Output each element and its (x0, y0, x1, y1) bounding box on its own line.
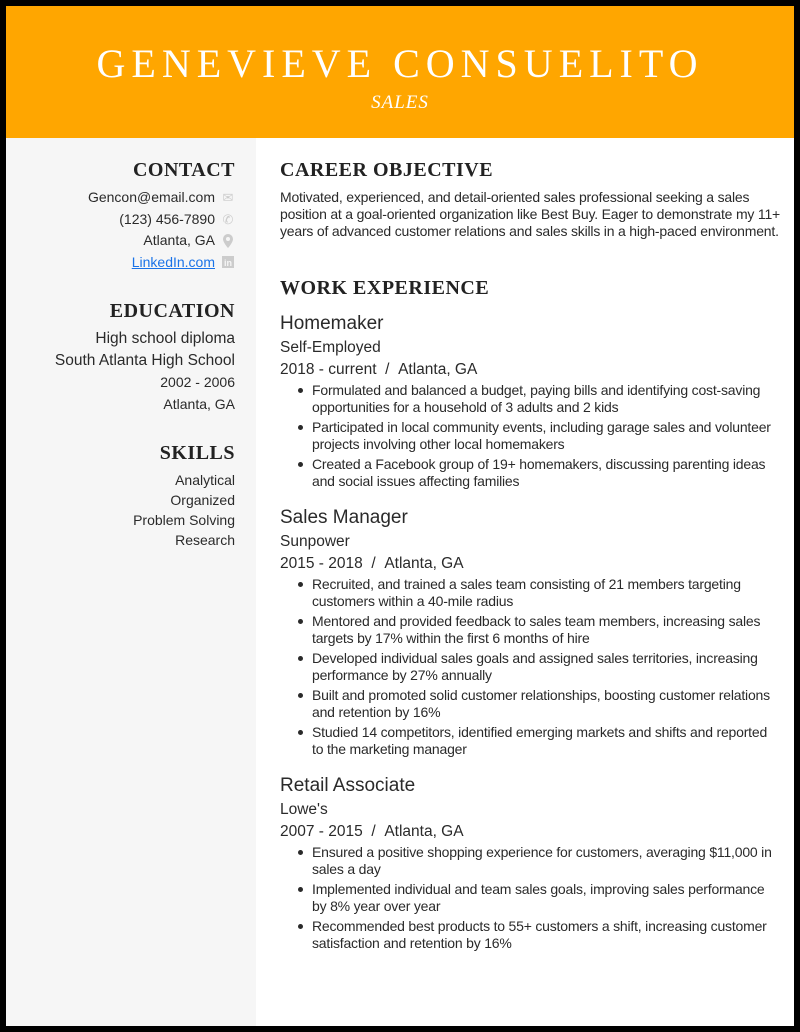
main-column (280, 158, 780, 955)
job-company: Sunpower (280, 533, 350, 550)
linkedin-icon (221, 255, 235, 269)
job-dates-location (280, 554, 780, 573)
education-location: Atlanta, GA (163, 395, 235, 412)
job-entry (280, 774, 780, 952)
job-bullets (280, 576, 780, 758)
job-bullet: Developed individual sales goals and assigned sales territories, increasing performance by 27% annually (280, 650, 780, 684)
job-bullet: Mentored and provided feedback to sales team members, increasing sales targets by 17% within the first 6 months of hire (280, 613, 780, 647)
objective-heading: CAREER OBJECTIVE (280, 159, 494, 181)
school: South Atlanta High School (54, 352, 235, 369)
candidate-name: GENEVIEVE CONSUELITO (96, 41, 704, 86)
job-bullets (280, 382, 780, 490)
date-separator: / (371, 555, 376, 572)
job-bullet: Created a Facebook group of 19+ homemakers, discussing parenting ideas and social issues affecting families (280, 456, 780, 490)
job-bullet: Studied 14 competitors, identified emerging markets and shifts and reported to the marketing manager (280, 724, 780, 758)
contact-location (16, 230, 235, 252)
job-title: Retail Associate (280, 775, 416, 796)
sidebar (6, 138, 256, 1026)
job-company: Self-Employed (280, 339, 381, 356)
jobs-list (280, 312, 780, 952)
skill-item: Organized (170, 492, 235, 508)
degree: High school diploma (95, 330, 235, 347)
contact-list (16, 187, 235, 273)
job-dates: 2015 - 2018 (280, 555, 363, 572)
job-bullet: Recommended best products to 55+ customers a shift, increasing customer satisfaction and retention by 16% (280, 918, 780, 952)
email-text: Gencon@email.com (87, 189, 215, 205)
contact-linkedin[interactable] (16, 252, 235, 274)
education-entry (16, 328, 235, 415)
job-bullet: Recruited, and trained a sales team consisting of 21 members targeting customers within a 40-mile radius (280, 576, 780, 610)
education-years: 2002 - 2006 (160, 374, 235, 390)
skill-item: Problem Solving (133, 512, 235, 528)
phone-text: (123) 456-7890 (119, 210, 215, 227)
date-separator: / (371, 823, 376, 840)
linkedin-link[interactable]: LinkedIn.com (131, 253, 215, 270)
experience-heading: WORK EXPERIENCE (280, 277, 490, 299)
phone-icon: ✆ (222, 211, 234, 227)
job-company: Lowe's (280, 801, 328, 818)
map-pin-icon (221, 234, 235, 248)
job-entry (280, 312, 780, 490)
job-location: Atlanta, GA (384, 823, 464, 840)
skills-section (16, 441, 235, 550)
contact-phone (16, 209, 235, 231)
job-entry (280, 506, 780, 758)
skill-item: Analytical (175, 472, 235, 488)
contact-email (16, 187, 235, 209)
job-bullets (280, 844, 780, 952)
education-heading: EDUCATION (109, 300, 235, 322)
job-bullet: Implemented individual and team sales goals, improving sales performance by 8% year over year (280, 881, 780, 915)
job-title: Homemaker (280, 313, 384, 334)
job-bullet: Formulated and balanced a budget, paying bills and identifying cost-saving opportunities for a household of 3 adults and 2 kids (280, 382, 780, 416)
skill-item: Research (175, 532, 235, 548)
skills-list (16, 470, 235, 550)
date-separator: / (385, 361, 390, 378)
job-dates-location (280, 822, 780, 841)
job-location: Atlanta, GA (384, 555, 464, 572)
contact-heading: CONTACT (132, 159, 235, 181)
contact-section (16, 158, 235, 273)
envelope-icon: ✉ (222, 190, 234, 205)
job-dates: 2007 - 2015 (280, 823, 363, 840)
objective-text: Motivated, experienced, and detail-oriented sales professional seeking a sales position at a goal-oriented organization like Best Buy. Eager to demonstrate my 11+ years of advanced customer relations and sales skills in a high-paced environment. (280, 189, 781, 239)
job-bullet: Participated in local community events, including garage sales and volunteer projects involving other local homemakers (280, 419, 780, 453)
resume-header (6, 6, 794, 138)
resume-page (6, 6, 794, 1026)
job-title: Sales Manager (280, 507, 408, 528)
skills-heading: SKILLS (159, 442, 235, 464)
location-text: Atlanta, GA (143, 232, 215, 248)
job-location: Atlanta, GA (398, 361, 478, 378)
job-bullet: Built and promoted solid customer relationships, boosting customer relations and retention by 16% (280, 687, 780, 721)
education-section (16, 299, 235, 415)
job-bullet: Ensured a positive shopping experience for customers, averaging $11,000 in sales a day (280, 844, 780, 878)
svg-text:in: in (224, 258, 232, 269)
job-dates: 2018 - current (280, 361, 377, 378)
candidate-role: SALES (371, 92, 429, 113)
job-dates-location (280, 360, 780, 379)
